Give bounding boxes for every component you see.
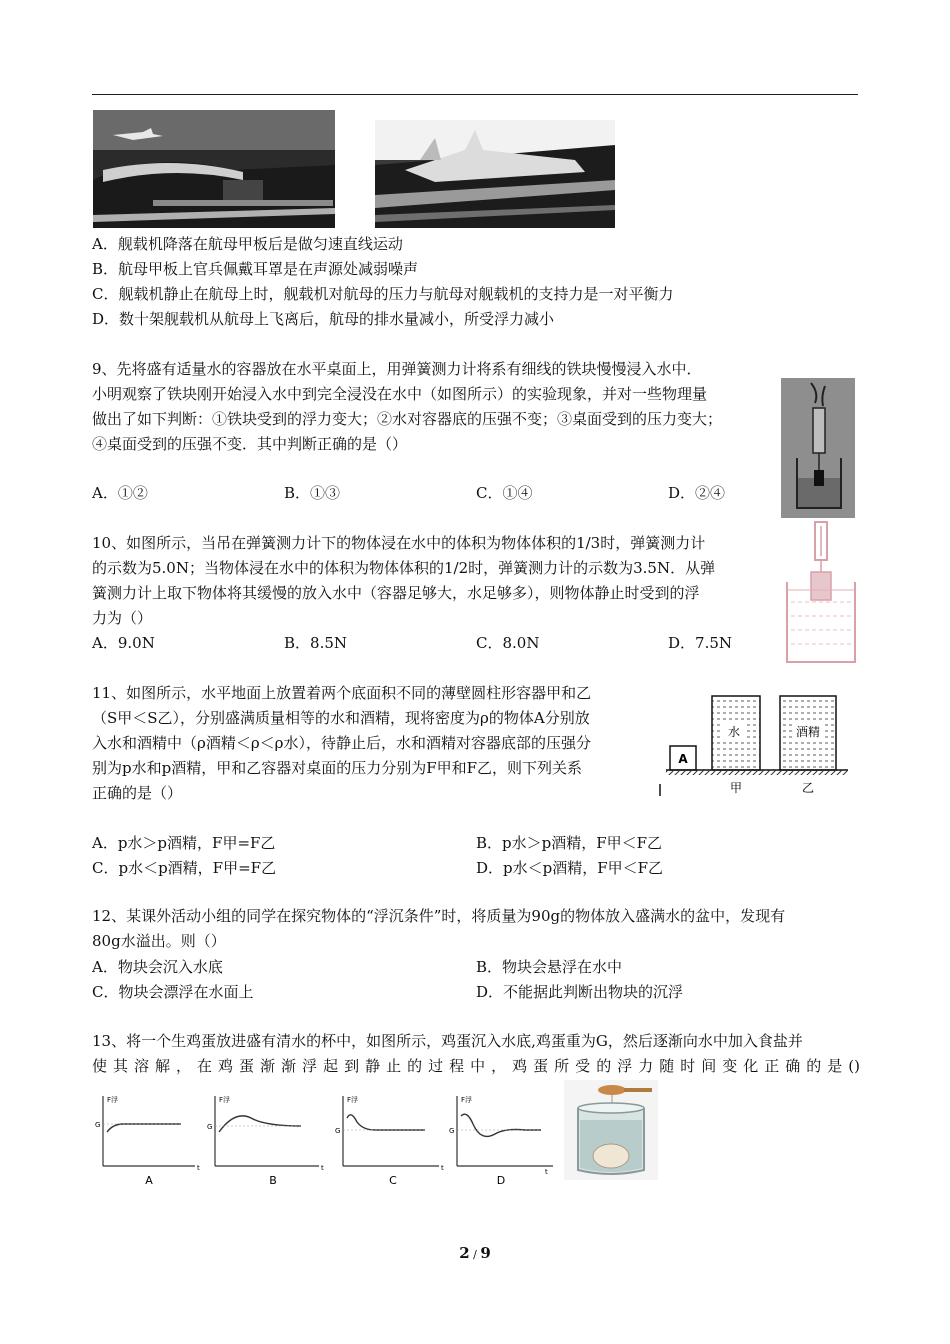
q9-option-a: A．①②: [92, 484, 148, 502]
graph-b: [207, 1095, 324, 1187]
q12-stem-line-2: 80g水溢出。则（）: [92, 932, 226, 950]
q12-option-c: C．物块会漂浮在水面上: [92, 983, 254, 1001]
page-total: 9: [480, 1244, 491, 1262]
q12-stem-line-1: 12、某课外活动小组的同学在探究物体的“浮沉条件”时，将质量为90g的物体放入盛满水的盆中，发现有: [92, 907, 786, 925]
q8-option-a: A．舰载机降落在航母甲板后是做匀速直线运动: [92, 235, 403, 253]
q9-option-d: D．②④: [668, 484, 726, 502]
q10-spring-scale-figure: [783, 520, 859, 670]
q11-stem-line-2: （S甲＜S乙），分别盛满质量相等的水和酒精，现将密度为ρ的物体A分别放: [92, 709, 590, 727]
graph-d-xaxis: t: [545, 1168, 548, 1176]
q11-option-a: A．p水＞p酒精，F甲=F乙: [92, 834, 276, 852]
q11-stem-line-4: 别为p水和p酒精，甲和乙容器对桌面的压力分别为F甲和F乙，则下列关系: [92, 759, 583, 777]
q10-stem-line-4: 力为（）: [92, 609, 153, 627]
jia-label: 甲: [729, 781, 743, 795]
page-current: 2: [459, 1244, 470, 1262]
q10-stem-line-2: 的示数为5.0N；当物体浸在水中的体积为物体体积的1/2时，弹簧测力计的示数为3.5N．从弹: [92, 559, 716, 577]
graph-a-xaxis: t: [197, 1164, 200, 1172]
q12-option-b: B．物块会悬浮在水中: [476, 958, 623, 976]
q11-option-c: C．p水＜p酒精，F甲=F乙: [92, 859, 277, 877]
q13-graphs: [95, 1092, 555, 1188]
graph-c-xaxis: t: [441, 1164, 444, 1172]
q8-option-c: C．舰载机静止在航母上时，舰载机对航母的压力与航母对舰载机的支持力是一对平衡力: [92, 285, 674, 303]
q8-option-b: B．航母甲板上官兵佩戴耳罩是在声源处减弱噪声: [92, 260, 419, 278]
graph-c: [335, 1095, 444, 1187]
graph-b-g: G: [207, 1123, 213, 1131]
q11-stem-line-1: 11、如图所示，水平地面上放置着两个底面积不同的薄壁圆柱形容器甲和乙: [92, 684, 592, 702]
q10-option-b: B．8.5N: [284, 634, 348, 652]
q10-stem-line-1: 10、如图所示，当吊在弹簧测力计下的物体浸在水中的体积为物体体积的1/3时，弹簧测力计: [92, 534, 706, 552]
q9-stem-line-4: ④桌面受到的压强不变．其中判断正确的是（）: [92, 435, 408, 453]
q11-stem-line-5: 正确的是（）: [92, 784, 183, 802]
q12-option-d: D．不能据此判断出物块的沉浮: [476, 983, 684, 1001]
q9-stem-line-2: 小明观察了铁块刚开始浸入水中到完全浸没在水中（如图所示）的实验现象，并对一些物理量: [92, 385, 708, 403]
q12-option-a: A．物块会沉入水底: [92, 958, 223, 976]
yi-label: 乙: [801, 781, 815, 795]
header-rule: [92, 94, 858, 95]
graph-d-yaxis: F浮: [461, 1096, 473, 1104]
graph-d-label: D: [496, 1174, 506, 1187]
q9-stem-line-1: 9、先将盛有适量水的容器放在水平桌面上，用弹簧测力计将系有细线的铁块慢慢浸入水中．: [92, 360, 702, 378]
water-label: 水: [727, 725, 741, 739]
graph-b-xaxis: t: [321, 1164, 324, 1172]
page-number: [0, 1244, 950, 1262]
graph-a: [95, 1095, 200, 1187]
q13-stem-line-2: 使其溶解，在鸡蛋渐渐浮起到静止的过程中，鸡蛋所受的浮力随时间变化正确的是(): [92, 1057, 860, 1075]
graph-c-g: G: [335, 1127, 341, 1135]
graph-c-yaxis: F浮: [347, 1096, 359, 1104]
carrier-photo-right: [375, 120, 615, 228]
page-separator: /: [473, 1248, 477, 1261]
graph-b-yaxis: F浮: [219, 1096, 231, 1104]
alcohol-label: 酒精: [795, 725, 821, 739]
graph-d: [449, 1095, 553, 1187]
q10-option-c: C．8.0N: [476, 634, 540, 652]
graph-c-label: C: [389, 1174, 397, 1187]
q13-stem-line-1: 13、将一个生鸡蛋放进盛有清水的杯中，如图所示，鸡蛋沉入水底,鸡蛋重为G，然后逐渐向水中加入食盐并: [92, 1032, 803, 1050]
q10-option-a: A．9.0N: [92, 634, 155, 652]
q11-option-d: D．p水＜p酒精，F甲＜F乙: [476, 859, 664, 877]
graph-a-yaxis: F浮: [107, 1096, 119, 1104]
graph-a-g: G: [95, 1121, 101, 1129]
q10-stem-line-3: 簧测力计上取下物体将其缓慢的放入水中（容器足够大，水足够多），则物体静止时受到的浮: [92, 584, 700, 602]
q11-stem-line-3: 入水和酒精中（ρ酒精＜ρ＜ρ水），待静止后，水和酒精对容器底部的压强分: [92, 734, 591, 752]
q11-option-b: B．p水＞p酒精，F甲＜F乙: [476, 834, 663, 852]
graph-a-label: A: [145, 1174, 153, 1187]
q13-egg-cup-figure: [564, 1080, 658, 1180]
q8-option-d: D．数十架舰载机从航母上飞离后，航母的排水量减小，所受浮力减小: [92, 310, 555, 328]
q11-containers-figure: [656, 692, 852, 800]
q9-option-c: C．①④: [476, 484, 533, 502]
graph-b-label: B: [269, 1174, 277, 1187]
block-a-label: A: [678, 752, 688, 766]
q9-spring-scale-photo: [781, 378, 855, 518]
graph-d-g: G: [449, 1127, 455, 1135]
q10-option-d: D．7.5N: [668, 634, 733, 652]
q9-stem-line-3: 做出了如下判断：①铁块受到的浮力变大；②水对容器底的压强不变；③桌面受到的压力变大；: [92, 410, 723, 428]
carrier-photo-left: [93, 110, 335, 228]
q9-option-b: B．①③: [284, 484, 341, 502]
